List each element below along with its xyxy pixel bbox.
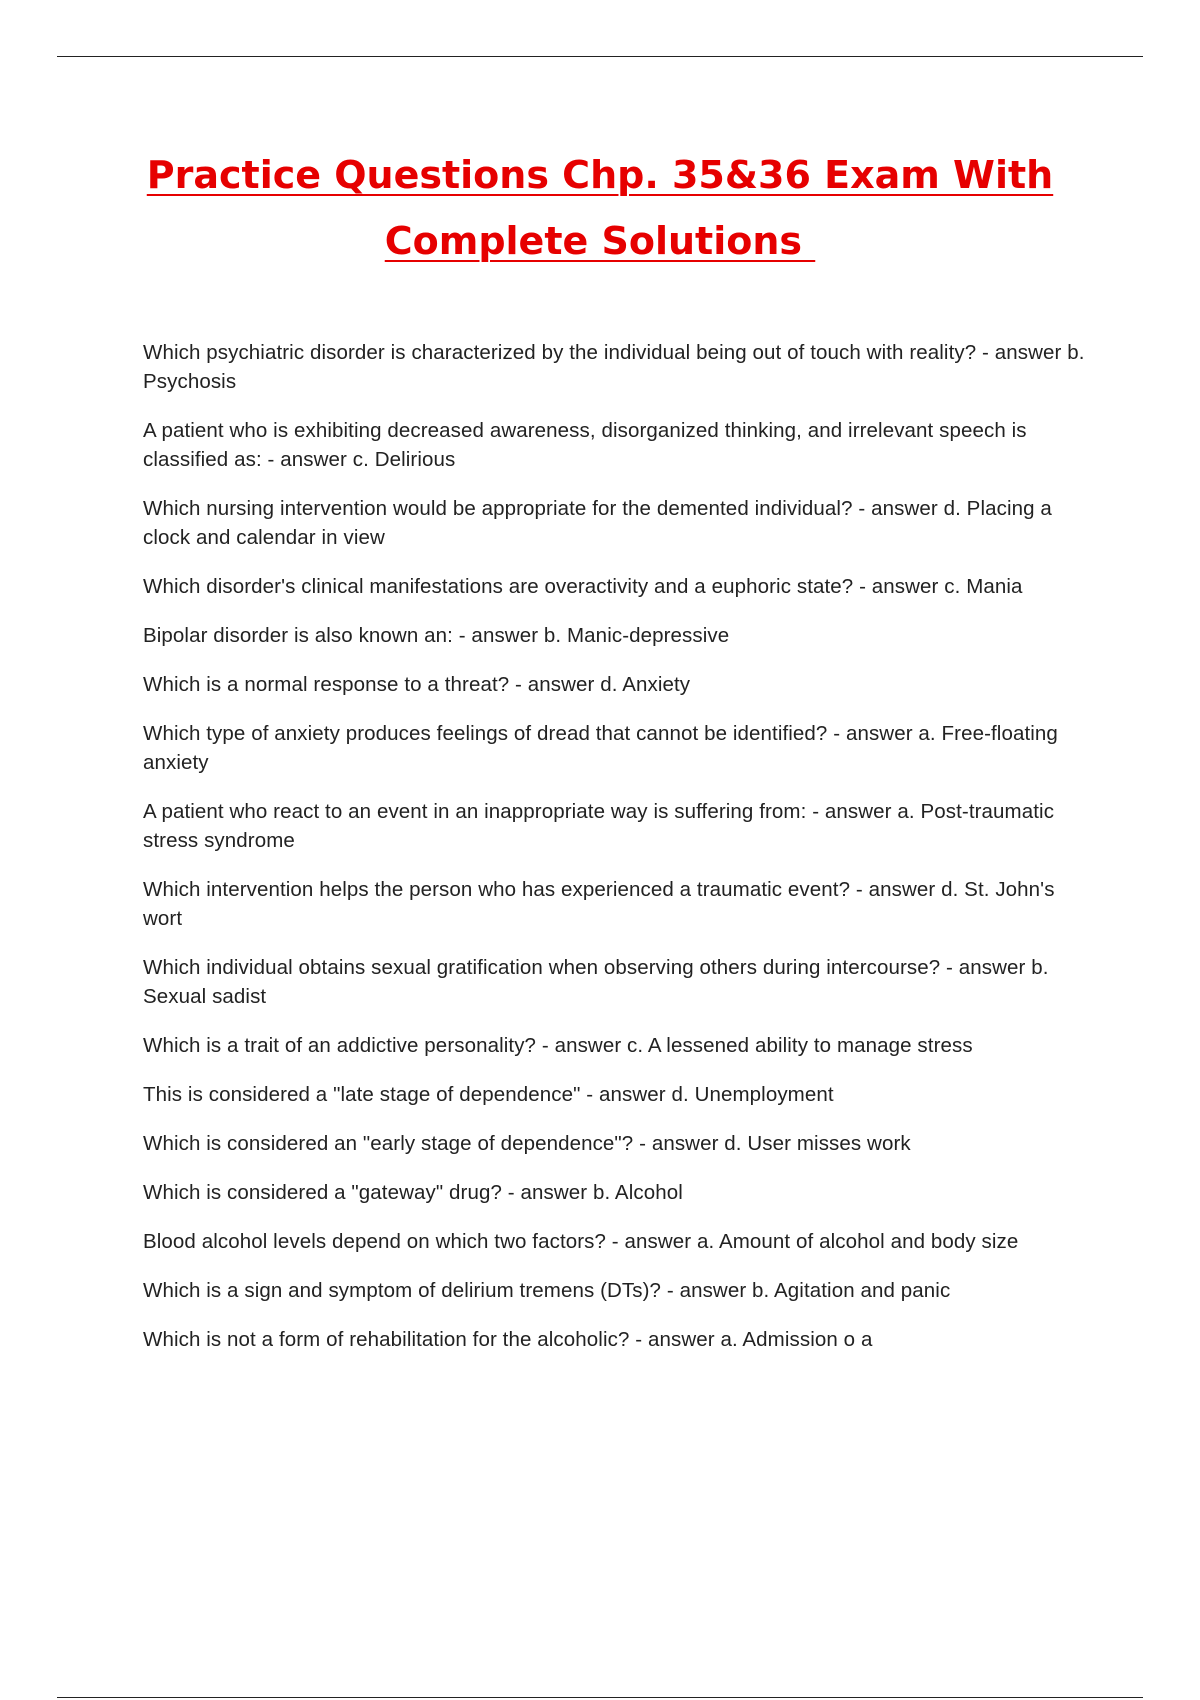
question-item: Which is a trait of an addictive personality? - answer c. A lessened ability to manage stress [143, 1034, 973, 1057]
question-item: Bipolar disorder is also known an: - answer b. Manic-depressive [143, 624, 730, 647]
document-title [100, 142, 1100, 274]
top-divider [57, 56, 1143, 57]
question-item: Which psychiatric disorder is characterized by the individual being out of touch with reality? - answer b. Psychosis [143, 341, 1085, 393]
question-item: Which is considered an "early stage of dependence"? - answer d. User misses work [143, 1132, 911, 1155]
question-list [143, 338, 1098, 1374]
question-item: Which disorder's clinical manifestations are overactivity and a euphoric state? - answer c. Mania [143, 575, 1023, 598]
question-item: A patient who react to an event in an inappropriate way is suffering from: - answer a. Post-traumatic stress syndrome [143, 800, 1055, 852]
question-item: This is considered a "late stage of dependence" - answer d. Unemployment [143, 1083, 834, 1106]
question-item: Which is not a form of rehabilitation for the alcoholic? - answer a. Admission o a [143, 1328, 873, 1351]
question-item: Which individual obtains sexual gratification when observing others during intercourse? - answer b. Sexual sadist [143, 956, 1049, 1008]
question-item: Blood alcohol levels depend on which two factors? - answer a. Amount of alcohol and body size [143, 1230, 1019, 1253]
question-item: Which is a sign and symptom of delirium tremens (DTs)? - answer b. Agitation and panic [143, 1279, 951, 1302]
question-item: Which nursing intervention would be appropriate for the demented individual? - answer d. Placing a clock and calendar in view [143, 497, 1052, 549]
question-item: Which is considered a "gateway" drug? - answer b. Alcohol [143, 1181, 683, 1204]
title-line-1: Practice Questions Chp. 35&36 Exam With [146, 153, 1054, 197]
title-line-2: Complete Solutions [384, 219, 816, 263]
question-item: Which is a normal response to a threat? - answer d. Anxiety [143, 673, 691, 696]
question-item: Which type of anxiety produces feelings of dread that cannot be identified? - answer a. Free-floating anxiety [143, 722, 1058, 774]
question-item: Which intervention helps the person who has experienced a traumatic event? - answer d. St. John's wort [143, 878, 1055, 930]
bottom-divider [57, 1697, 1143, 1698]
question-item: A patient who is exhibiting decreased awareness, disorganized thinking, and irrelevant speech is classified as: - answer c. Delirious [143, 419, 1027, 471]
